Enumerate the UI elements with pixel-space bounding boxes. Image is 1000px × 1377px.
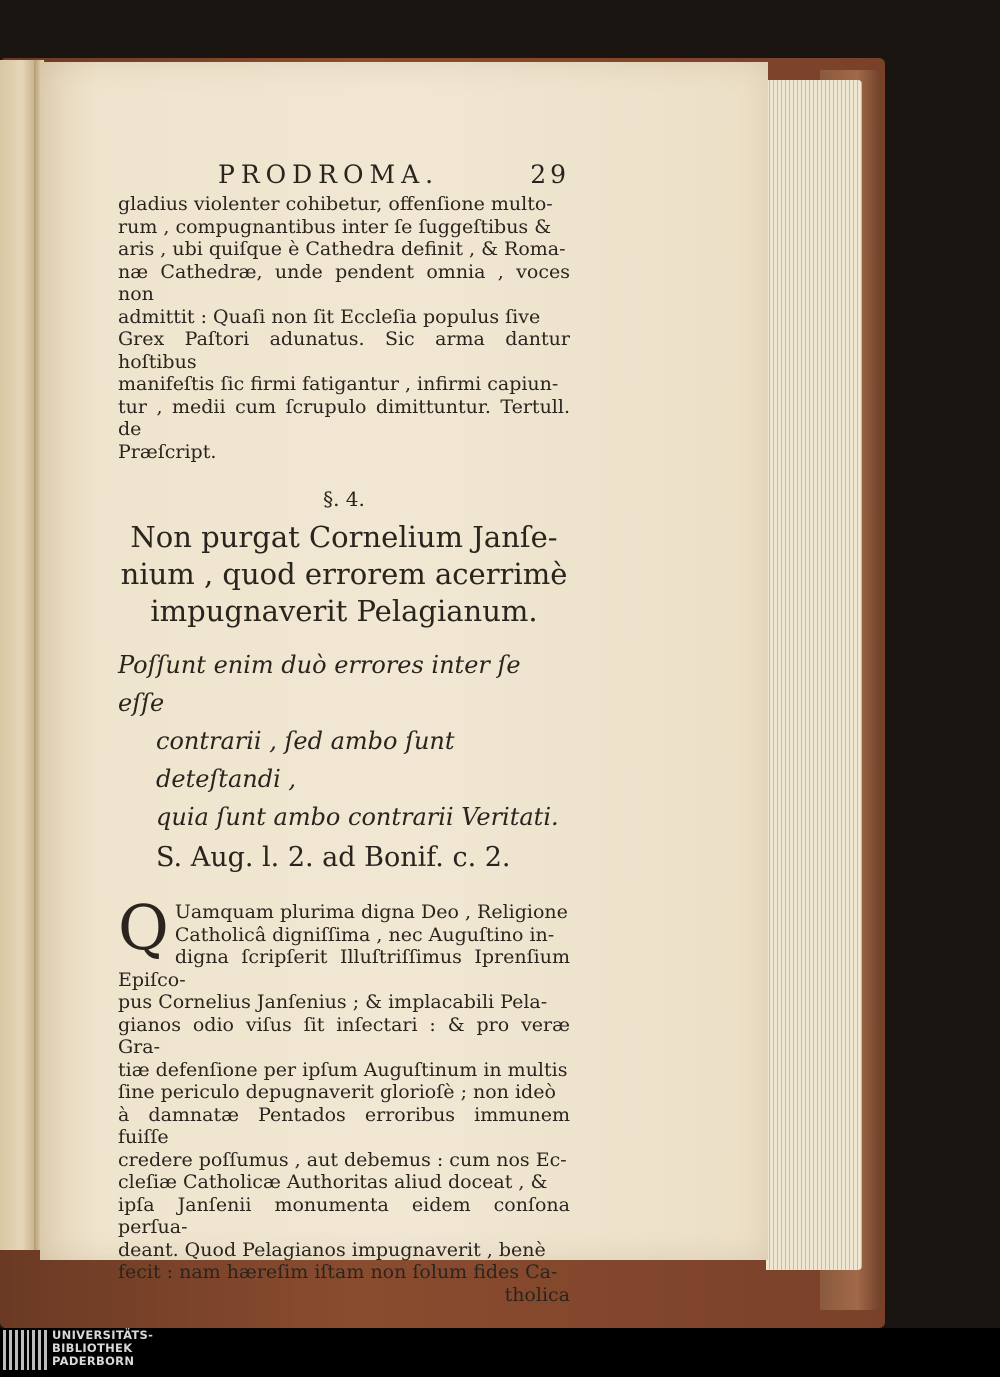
text-line: pus Cornelius Janſenius ; & implacabili Pela- (118, 991, 548, 1013)
main-paragraph (118, 891, 570, 1284)
text-line: tur , medii cum ſcrupulo dimittuntur. Tertull. de (118, 395, 570, 440)
text-line: Catholicâ digniſſima , nec Auguſtino in- (174, 923, 555, 946)
text-line: Uamquam plurima digna Deo , Religione (174, 901, 568, 923)
text-line: à damnatæ Pentados erroribus immunem fuiſſe (118, 1103, 570, 1148)
quote-line: quia ſunt ambo contrarii Veritati. (156, 803, 559, 831)
text-line: rum , compugnantibus inter ſe ſuggeſtibus & (118, 215, 552, 238)
heading-line: nium , quod errorem acerrimè (120, 557, 568, 591)
text-line: Præſcript. (118, 440, 217, 463)
section-heading (118, 519, 570, 630)
epigraph-quote (118, 646, 570, 836)
page-number: 29 (530, 160, 570, 189)
running-head-title: PRODROMA. (218, 160, 440, 189)
page-text (118, 160, 570, 1306)
drop-cap: Q (118, 891, 169, 964)
text-line: admittit : Quaſi non ſit Eccleſia populus ſive (118, 305, 541, 328)
text-line: gianos odio viſus ſit inſectari : & pro veræ Gra- (118, 1013, 570, 1058)
quote-line: contrarii , ſed ambo ſunt deteſtandi , (156, 727, 455, 793)
text-line: manifeſtis ſic firmi fatigantur , infirmi capiun- (118, 373, 559, 395)
text-line: cleſiæ Catholicæ Authoritas aliud doceat , & (118, 1171, 548, 1193)
logo-line: PADERBORN (52, 1354, 135, 1368)
heading-line: impugnaverit Pelagianum. (150, 594, 538, 628)
catchword: tholica (504, 1283, 570, 1306)
heading-line: Non purgat Cornelium Janſe- (130, 520, 558, 554)
text-line: gladius violenter cohibetur, offenſione multo- (118, 193, 553, 215)
text-line: ſine periculo depugnaverit glorioſè ; non ideò (118, 1081, 556, 1103)
logo-line: UNIVERSITÄTS- (52, 1328, 154, 1342)
continuation-paragraph (118, 193, 570, 463)
text-line: Grex Paſtori adunatus. Sic arma dantur hoſtibus (118, 328, 570, 373)
text-line: deant. Quod Pelagianos impugnaverit , benè (118, 1238, 546, 1261)
page-edges (766, 80, 862, 1270)
text-line: tiæ defenſione per ipſum Auguſtinum in multis (118, 1058, 568, 1081)
text-line: credere poſſumus , aut debemus : cum nos Ec- (118, 1148, 567, 1171)
library-logo-icon (3, 1330, 47, 1370)
quote-line: Poſſunt enim duò errores inter ſe eſſe (118, 651, 521, 717)
quote-citation: S. Aug. l. 2. ad Bonif. c. 2. (156, 842, 511, 873)
left-page-sliver (0, 60, 36, 1250)
section-mark: §. 4. (323, 487, 365, 511)
text-line: næ Cathedræ, unde pendent omnia , voces non (118, 260, 570, 305)
text-line: aris , ubi quiſque è Cathedra definit , & Roma- (118, 238, 566, 260)
library-logo-text (52, 1329, 153, 1368)
running-head (218, 160, 570, 189)
text-line: digna ſcripſerit Illuſtriſſimus Iprenſium Epiſco- (118, 946, 570, 991)
logo-line: BIBLIOTHEK (52, 1341, 133, 1355)
text-line: fecit : nam hæreſim iſtam non ſolum fides Ca- (118, 1261, 558, 1283)
text-line: ipſa Janſenii monumenta eidem conſona perſua- (118, 1193, 570, 1238)
